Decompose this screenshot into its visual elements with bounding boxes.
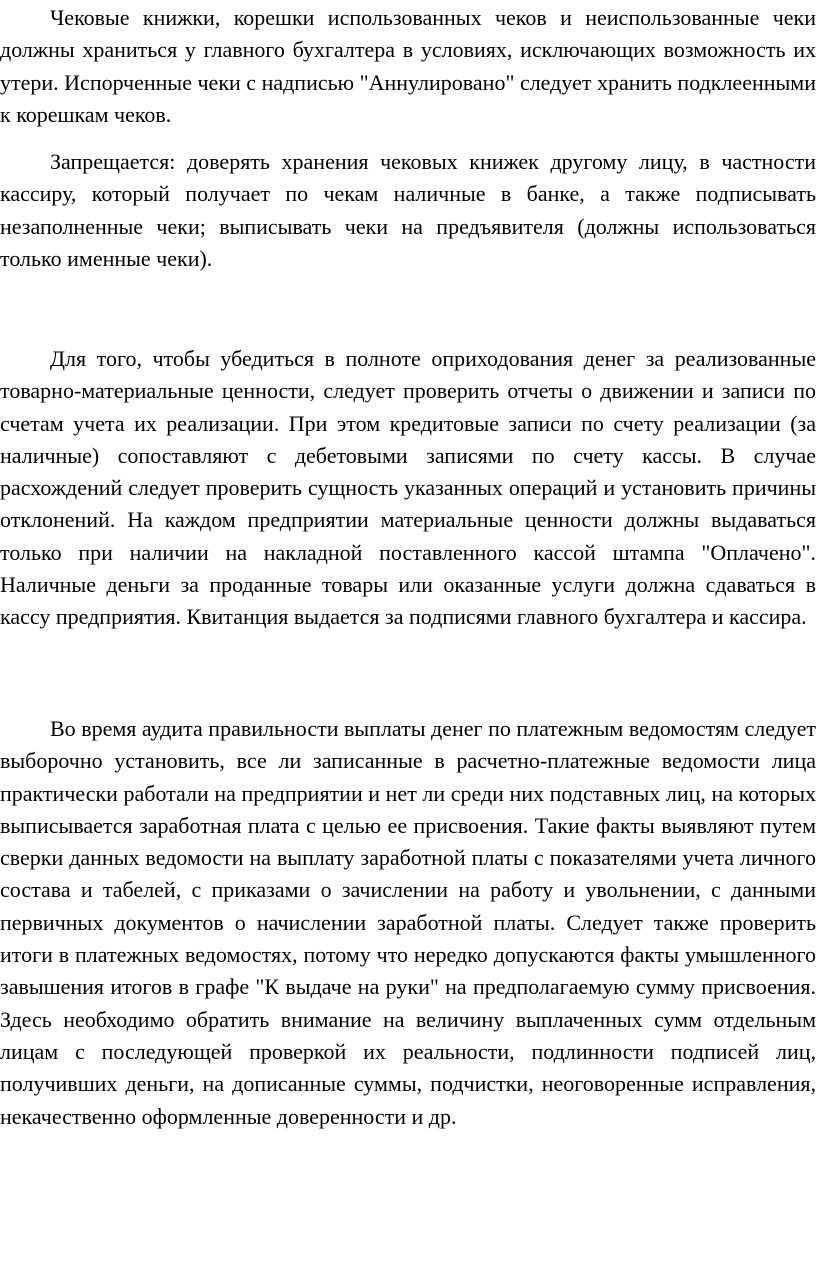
paragraph-prohibitions: Запрещается: доверять хранения чековых книжек другому лицу, в частности кассиру, который получает по чекам наличные в банке, а также подписывать незаполненные чеки; выписывать чеки на предъявителя (должны использоваться только именные чеки). <box>0 149 816 271</box>
paragraph-check-storage: Чековые книжки, корешки использованных чеков и неиспользованные чеки должны храниться у главного бухгалтера в условиях, исключающих возможность их утери. Испорченные чеки с надписью "Аннулировано" следует хранить подклеенными к корешкам чеков. <box>0 5 816 127</box>
paragraph-payroll-audit: Во время аудита правильности выплаты денег по платежным ведомостям следует выборочно установить, все ли записанные в расчетно-платежные ведомости лица практически работали на предприятии и нет ли среди них подставных лиц, на которых выписывается заработная плата с целью ее присвоения. Такие факты выявляют путем сверки данных ведомости на выплату заработной платы с показателями учета личного состава и табелей, с приказами о зачислении на работу и увольнении, с данными первичных документов о начислении заработной платы. Следует также проверить итоги в платежных ведомостях, потому что нередко допускаются факты умышленного завышения итогов в графе "К выдаче на руки" на предполагаемую сумму присвоения. Здесь необходимо обратить внимание на величину выплаченных сумм отдельным лицам с последующей проверкой их реальности, подлинности подписей лиц, получивших деньги, на дописанные суммы, подчистки, неоговоренные исправления, некачественно оформленные доверенности и др. <box>0 716 816 1129</box>
paragraph-cash-receipt-audit: Для того, чтобы убедиться в полноте оприходования денег за реализованные товарно-материальные ценности, следует проверить отчеты о движении и записи по счетам учета их реализации. При этом кредитовые записи по счету реализации (за наличные) сопоставляют с дебетовыми записями по счету кассы. В случае расхождений следует проверить сущность указанных операций и установить причины отклонений. На каждом предприятии материальные ценности должны выдаваться только при наличии на накладной поставленного кассой штампа "Оплачено". Наличные деньги за проданные товары или оказанные услуги должна сдаваться в кассу предприятия. Квитанция выдается за подписями главного бухгалтера и кассира. <box>0 346 816 630</box>
